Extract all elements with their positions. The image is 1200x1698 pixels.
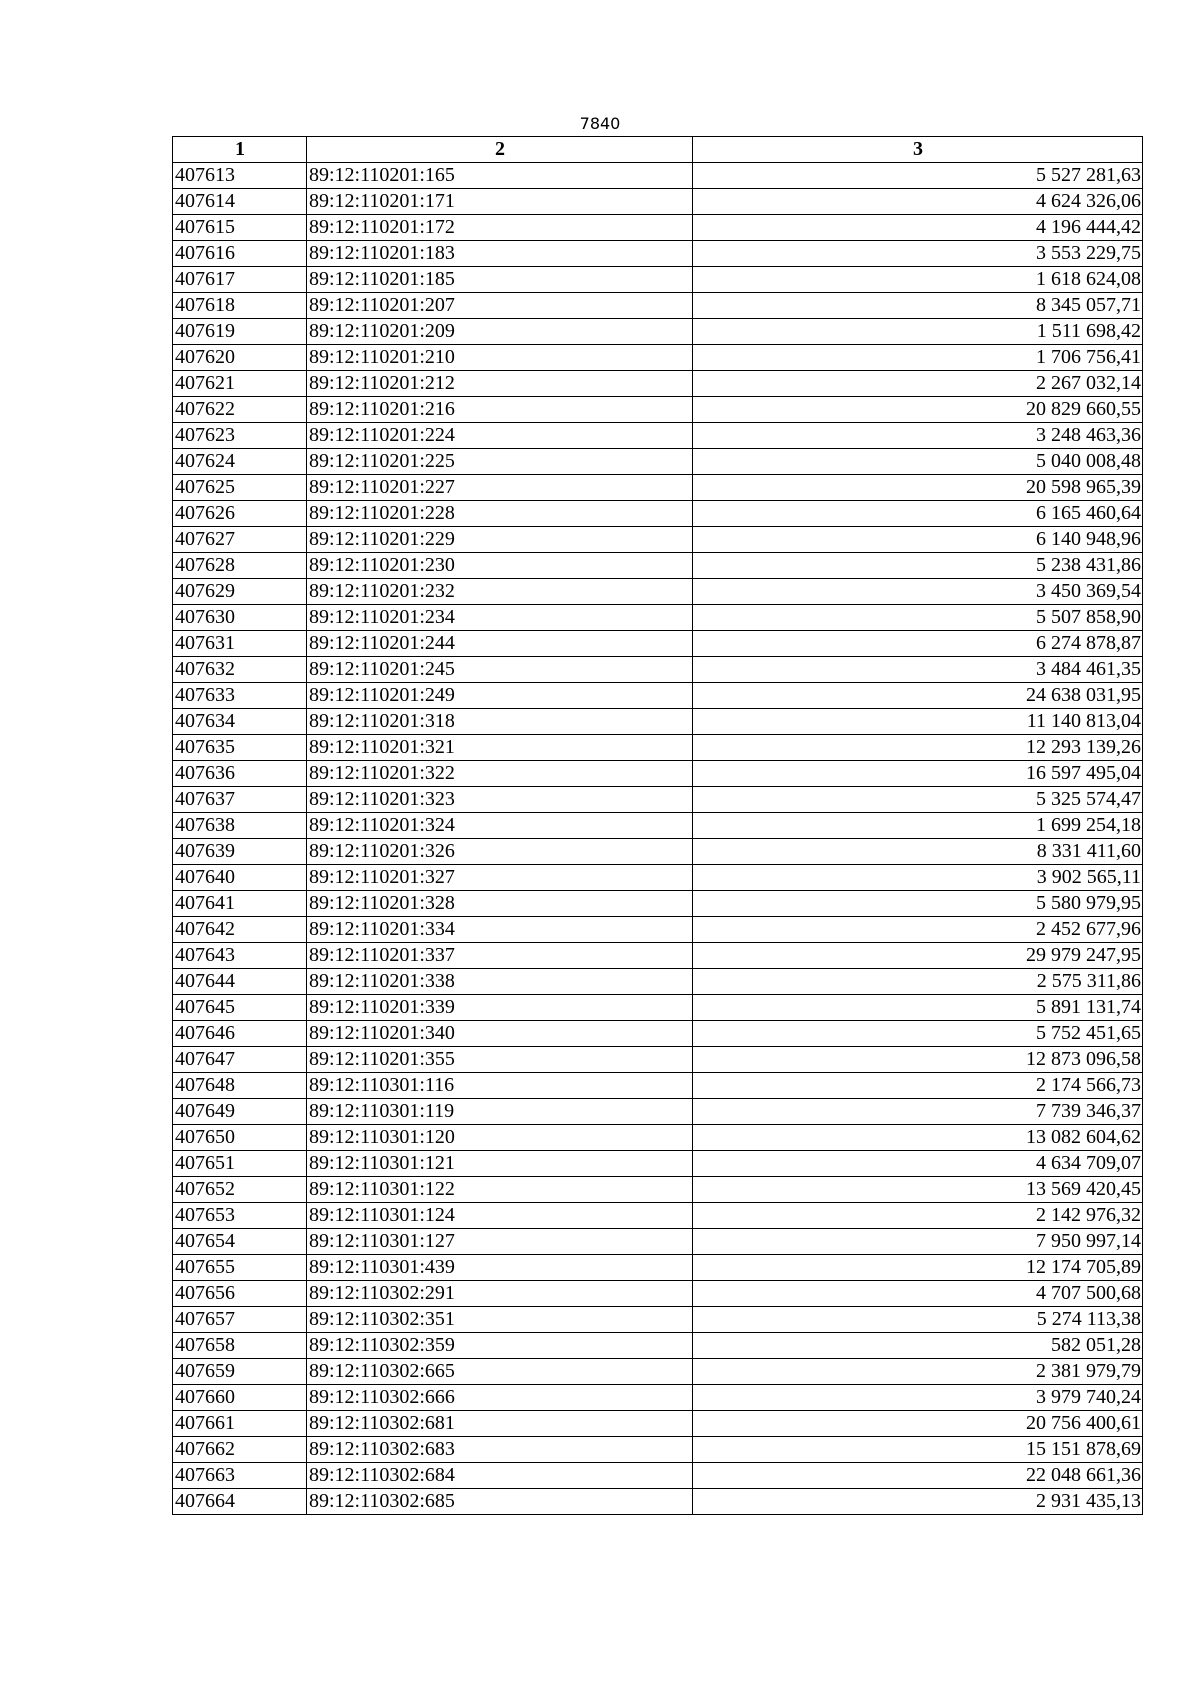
cadastral-number-cell: 89:12:110201:318: [307, 709, 693, 735]
value-cell: 3 248 463,36: [693, 423, 1143, 449]
cadastral-number-cell: 89:12:110201:326: [307, 839, 693, 865]
row-id-cell: 407642: [173, 917, 307, 943]
row-id-cell: 407660: [173, 1385, 307, 1411]
cadastral-number-cell: 89:12:110302:291: [307, 1281, 693, 1307]
table-row: [173, 631, 1143, 657]
value-cell: 1 699 254,18: [693, 813, 1143, 839]
row-id-cell: 407644: [173, 969, 307, 995]
table-header-row: [173, 137, 1143, 163]
value-cell: 2 931 435,13: [693, 1489, 1143, 1515]
table-row: [173, 735, 1143, 761]
table-row: [173, 1411, 1143, 1437]
row-id-cell: 407626: [173, 501, 307, 527]
row-id-cell: 407617: [173, 267, 307, 293]
value-cell: 6 140 948,96: [693, 527, 1143, 553]
row-id-cell: 407632: [173, 657, 307, 683]
row-id-cell: 407640: [173, 865, 307, 891]
value-cell: 3 902 565,11: [693, 865, 1143, 891]
row-id-cell: 407658: [173, 1333, 307, 1359]
value-cell: 5 325 574,47: [693, 787, 1143, 813]
table-row: [173, 839, 1143, 865]
table-row: [173, 787, 1143, 813]
cadastral-number-cell: 89:12:110302:351: [307, 1307, 693, 1333]
row-id-cell: 407650: [173, 1125, 307, 1151]
table-row: [173, 1385, 1143, 1411]
value-cell: 2 267 032,14: [693, 371, 1143, 397]
cadastral-number-cell: 89:12:110201:327: [307, 865, 693, 891]
row-id-cell: 407654: [173, 1229, 307, 1255]
table-row: [173, 709, 1143, 735]
table-row: [173, 683, 1143, 709]
cadastral-number-cell: 89:12:110201:234: [307, 605, 693, 631]
table-row: [173, 1463, 1143, 1489]
table-row: [173, 345, 1143, 371]
page-number: 7840: [579, 114, 621, 133]
cadastral-number-cell: 89:12:110201:322: [307, 761, 693, 787]
row-id-cell: 407662: [173, 1437, 307, 1463]
row-id-cell: 407635: [173, 735, 307, 761]
cadastral-number-cell: 89:12:110201:165: [307, 163, 693, 189]
row-id-cell: 407618: [173, 293, 307, 319]
cadastral-number-cell: 89:12:110201:338: [307, 969, 693, 995]
cadastral-number-cell: 89:12:110201:172: [307, 215, 693, 241]
cadastral-number-cell: 89:12:110201:207: [307, 293, 693, 319]
table-row: [173, 1437, 1143, 1463]
row-id-cell: 407649: [173, 1099, 307, 1125]
cadastral-number-cell: 89:12:110302:685: [307, 1489, 693, 1515]
table-row: [173, 527, 1143, 553]
value-cell: 8 345 057,71: [693, 293, 1143, 319]
table-row: [173, 761, 1143, 787]
row-id-cell: 407636: [173, 761, 307, 787]
value-cell: 4 634 709,07: [693, 1151, 1143, 1177]
cadastral-number-cell: 89:12:110201:334: [307, 917, 693, 943]
table-row: [173, 319, 1143, 345]
value-cell: 2 142 976,32: [693, 1203, 1143, 1229]
value-cell: 12 293 139,26: [693, 735, 1143, 761]
row-id-cell: 407638: [173, 813, 307, 839]
table-row: [173, 1203, 1143, 1229]
cadastral-number-cell: 89:12:110301:122: [307, 1177, 693, 1203]
table-row: [173, 1099, 1143, 1125]
value-cell: 15 151 878,69: [693, 1437, 1143, 1463]
cadastral-number-cell: 89:12:110301:127: [307, 1229, 693, 1255]
value-cell: 5 752 451,65: [693, 1021, 1143, 1047]
column-header-1: 1: [173, 137, 307, 163]
value-cell: 1 511 698,42: [693, 319, 1143, 345]
cadastral-number-cell: 89:12:110301:439: [307, 1255, 693, 1281]
table-row: [173, 1281, 1143, 1307]
row-id-cell: 407653: [173, 1203, 307, 1229]
cadastral-number-cell: 89:12:110201:244: [307, 631, 693, 657]
cadastral-number-cell: 89:12:110201:355: [307, 1047, 693, 1073]
value-cell: 4 624 326,06: [693, 189, 1143, 215]
table-row: [173, 995, 1143, 1021]
value-cell: 11 140 813,04: [693, 709, 1143, 735]
row-id-cell: 407652: [173, 1177, 307, 1203]
cadastral-number-cell: 89:12:110201:228: [307, 501, 693, 527]
value-cell: 12 174 705,89: [693, 1255, 1143, 1281]
table-row: [173, 969, 1143, 995]
cadastral-number-cell: 89:12:110301:116: [307, 1073, 693, 1099]
cadastral-number-cell: 89:12:110201:229: [307, 527, 693, 553]
table-row: [173, 605, 1143, 631]
row-id-cell: 407619: [173, 319, 307, 345]
cadastral-number-cell: 89:12:110201:171: [307, 189, 693, 215]
cadastral-number-cell: 89:12:110302:665: [307, 1359, 693, 1385]
table-row: [173, 1307, 1143, 1333]
cadastral-number-cell: 89:12:110201:340: [307, 1021, 693, 1047]
cadastral-number-cell: 89:12:110302:684: [307, 1463, 693, 1489]
table-row: [173, 579, 1143, 605]
table-row: [173, 657, 1143, 683]
table-row: [173, 475, 1143, 501]
table-row: [173, 397, 1143, 423]
value-cell: 20 756 400,61: [693, 1411, 1143, 1437]
value-cell: 7 739 346,37: [693, 1099, 1143, 1125]
row-id-cell: 407661: [173, 1411, 307, 1437]
cadastral-number-cell: 89:12:110301:120: [307, 1125, 693, 1151]
row-id-cell: 407663: [173, 1463, 307, 1489]
row-id-cell: 407645: [173, 995, 307, 1021]
table-row: [173, 813, 1143, 839]
table-row: [173, 1489, 1143, 1515]
cadastral-number-cell: 89:12:110201:339: [307, 995, 693, 1021]
table-row: [173, 1125, 1143, 1151]
cadastral-number-cell: 89:12:110302:681: [307, 1411, 693, 1437]
cadastral-number-cell: 89:12:110201:323: [307, 787, 693, 813]
row-id-cell: 407656: [173, 1281, 307, 1307]
table-row: [173, 189, 1143, 215]
value-cell: 3 450 369,54: [693, 579, 1143, 605]
cadastral-number-cell: 89:12:110201:210: [307, 345, 693, 371]
row-id-cell: 407627: [173, 527, 307, 553]
table-row: [173, 891, 1143, 917]
table-row: [173, 423, 1143, 449]
value-cell: 20 829 660,55: [693, 397, 1143, 423]
value-cell: 2 452 677,96: [693, 917, 1143, 943]
cadastral-number-cell: 89:12:110302:683: [307, 1437, 693, 1463]
row-id-cell: 407613: [173, 163, 307, 189]
value-cell: 2 381 979,79: [693, 1359, 1143, 1385]
cadastral-number-cell: 89:12:110201:249: [307, 683, 693, 709]
table-row: [173, 917, 1143, 943]
cadastral-number-cell: 89:12:110201:183: [307, 241, 693, 267]
value-cell: 5 040 008,48: [693, 449, 1143, 475]
cadastral-number-cell: 89:12:110302:666: [307, 1385, 693, 1411]
cadastral-number-cell: 89:12:110201:337: [307, 943, 693, 969]
row-id-cell: 407621: [173, 371, 307, 397]
table-row: [173, 1359, 1143, 1385]
value-cell: 24 638 031,95: [693, 683, 1143, 709]
row-id-cell: 407629: [173, 579, 307, 605]
value-cell: 1 706 756,41: [693, 345, 1143, 371]
column-header-2: 2: [307, 137, 693, 163]
cadastral-number-cell: 89:12:110301:124: [307, 1203, 693, 1229]
table-row: [173, 1151, 1143, 1177]
value-cell: 2 575 311,86: [693, 969, 1143, 995]
cadastral-number-cell: 89:12:110201:245: [307, 657, 693, 683]
table-row: [173, 215, 1143, 241]
table-row: [173, 1073, 1143, 1099]
value-cell: 16 597 495,04: [693, 761, 1143, 787]
row-id-cell: 407620: [173, 345, 307, 371]
value-cell: 22 048 661,36: [693, 1463, 1143, 1489]
cadastral-number-cell: 89:12:110201:230: [307, 553, 693, 579]
row-id-cell: 407664: [173, 1489, 307, 1515]
cadastral-number-cell: 89:12:110201:224: [307, 423, 693, 449]
row-id-cell: 407633: [173, 683, 307, 709]
row-id-cell: 407630: [173, 605, 307, 631]
value-cell: 12 873 096,58: [693, 1047, 1143, 1073]
value-cell: 2 174 566,73: [693, 1073, 1143, 1099]
column-header-3: 3: [693, 137, 1143, 163]
value-cell: 6 274 878,87: [693, 631, 1143, 657]
row-id-cell: 407639: [173, 839, 307, 865]
value-cell: 582 051,28: [693, 1333, 1143, 1359]
row-id-cell: 407651: [173, 1151, 307, 1177]
table-row: [173, 1333, 1143, 1359]
row-id-cell: 407628: [173, 553, 307, 579]
cadastral-number-cell: 89:12:110201:225: [307, 449, 693, 475]
value-cell: 6 165 460,64: [693, 501, 1143, 527]
cadastral-number-cell: 89:12:110201:212: [307, 371, 693, 397]
cadastral-number-cell: 89:12:110201:185: [307, 267, 693, 293]
table-row: [173, 293, 1143, 319]
value-cell: 5 274 113,38: [693, 1307, 1143, 1333]
row-id-cell: 407637: [173, 787, 307, 813]
table-row: [173, 1255, 1143, 1281]
value-cell: 3 979 740,24: [693, 1385, 1143, 1411]
cadastral-number-cell: 89:12:110201:216: [307, 397, 693, 423]
table-row: [173, 943, 1143, 969]
cadastral-number-cell: 89:12:110201:321: [307, 735, 693, 761]
row-id-cell: 407655: [173, 1255, 307, 1281]
table-row: [173, 553, 1143, 579]
row-id-cell: 407648: [173, 1073, 307, 1099]
table-row: [173, 449, 1143, 475]
value-cell: 5 891 131,74: [693, 995, 1143, 1021]
row-id-cell: 407624: [173, 449, 307, 475]
value-cell: 13 569 420,45: [693, 1177, 1143, 1203]
value-cell: 13 082 604,62: [693, 1125, 1143, 1151]
table-row: [173, 241, 1143, 267]
cadastral-number-cell: 89:12:110201:324: [307, 813, 693, 839]
value-cell: 3 484 461,35: [693, 657, 1143, 683]
row-id-cell: 407646: [173, 1021, 307, 1047]
table-body: [173, 163, 1143, 1515]
value-cell: 5 527 281,63: [693, 163, 1143, 189]
value-cell: 5 238 431,86: [693, 553, 1143, 579]
row-id-cell: 407615: [173, 215, 307, 241]
table-row: [173, 865, 1143, 891]
registry-table: [172, 136, 1143, 1515]
cadastral-number-cell: 89:12:110201:328: [307, 891, 693, 917]
row-id-cell: 407616: [173, 241, 307, 267]
cadastral-number-cell: 89:12:110201:209: [307, 319, 693, 345]
value-cell: 8 331 411,60: [693, 839, 1143, 865]
cadastral-number-cell: 89:12:110302:359: [307, 1333, 693, 1359]
table-row: [173, 1229, 1143, 1255]
row-id-cell: 407659: [173, 1359, 307, 1385]
value-cell: 1 618 624,08: [693, 267, 1143, 293]
value-cell: 5 580 979,95: [693, 891, 1143, 917]
row-id-cell: 407625: [173, 475, 307, 501]
table-row: [173, 1177, 1143, 1203]
table-row: [173, 163, 1143, 189]
row-id-cell: 407631: [173, 631, 307, 657]
row-id-cell: 407657: [173, 1307, 307, 1333]
row-id-cell: 407643: [173, 943, 307, 969]
row-id-cell: 407614: [173, 189, 307, 215]
value-cell: 4 707 500,68: [693, 1281, 1143, 1307]
cadastral-number-cell: 89:12:110201:232: [307, 579, 693, 605]
table-row: [173, 1021, 1143, 1047]
table-row: [173, 501, 1143, 527]
table-row: [173, 267, 1143, 293]
value-cell: 7 950 997,14: [693, 1229, 1143, 1255]
value-cell: 3 553 229,75: [693, 241, 1143, 267]
row-id-cell: 407634: [173, 709, 307, 735]
value-cell: 4 196 444,42: [693, 215, 1143, 241]
value-cell: 5 507 858,90: [693, 605, 1143, 631]
cadastral-number-cell: 89:12:110301:119: [307, 1099, 693, 1125]
table-row: [173, 371, 1143, 397]
value-cell: 20 598 965,39: [693, 475, 1143, 501]
table-row: [173, 1047, 1143, 1073]
row-id-cell: 407647: [173, 1047, 307, 1073]
row-id-cell: 407622: [173, 397, 307, 423]
row-id-cell: 407641: [173, 891, 307, 917]
row-id-cell: 407623: [173, 423, 307, 449]
value-cell: 29 979 247,95: [693, 943, 1143, 969]
cadastral-number-cell: 89:12:110301:121: [307, 1151, 693, 1177]
cadastral-number-cell: 89:12:110201:227: [307, 475, 693, 501]
